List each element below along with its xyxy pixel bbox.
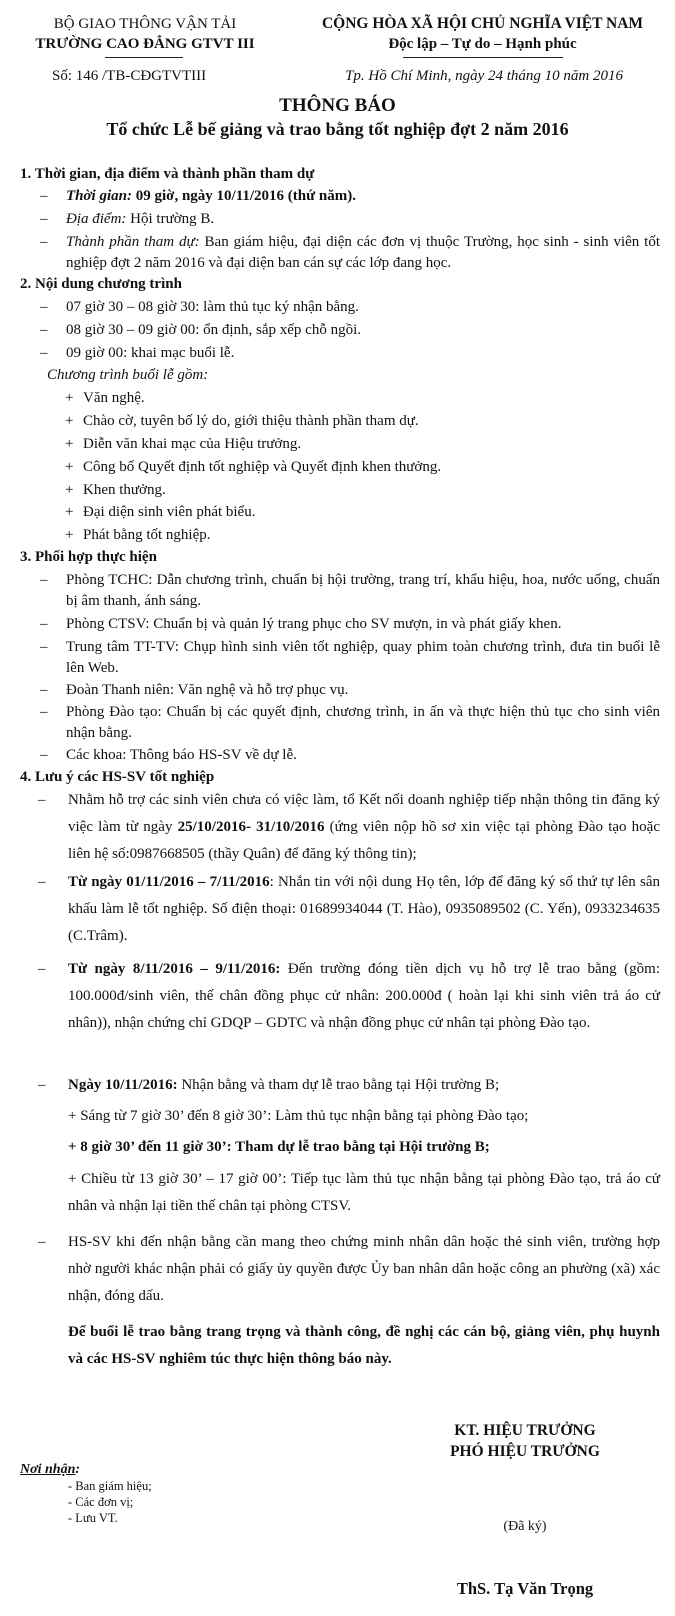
list-item: – Đoàn Thanh niên: Văn nghệ và hỗ trợ phục vụ. (40, 682, 349, 698)
section1-heading: 1. Thời gian, địa điểm và thành phần tham dự (20, 166, 315, 182)
signer-title-1: KT. HIỆU TRƯỞNG (454, 1422, 596, 1439)
schedule-ceremony: + 8 giờ 30’ đến 11 giờ 30’: Tham dự lễ trao bằng tại Hội trường B; (68, 1139, 490, 1155)
right-underline (403, 57, 563, 58)
recipient-item: - Ban giám hiệu; (68, 1479, 152, 1493)
left-underline (105, 57, 183, 58)
schedule-afternoon: + Chiều từ 13 giờ 30’ – 17 giờ 00’: Tiếp tục làm thủ tục nhận bằng tại phòng Đào tạo, trả áo cử nhân và nhận lại tiền thế chân tại phòng CTSV. (68, 1171, 660, 1214)
recipient-item: - Các đơn vị; (68, 1495, 134, 1509)
section1-time: – Thời gian: 09 giờ, ngày 10/11/2016 (thứ năm). (40, 188, 356, 204)
signer-title-2: PHÓ HIỆU TRƯỞNG (450, 1443, 600, 1460)
section1-attendees: – Thành phần tham dự: Ban giám hiệu, đại diện các đơn vị thuộc Trường, học sinh - sinh viên tốt nghiệp đợt 2 năm 2016 và đại diện ban cán sự các lớp đang học. (40, 234, 660, 271)
section3-heading: 3. Phối hợp thực hiện (20, 549, 157, 565)
program-item: + Văn nghệ. (65, 390, 145, 406)
note-ceremony-day: – Ngày 10/11/2016: Nhận bằng và tham dự lễ trao bằng tại Hội trường B; (38, 1077, 500, 1093)
note-job-support: – Nhằm hỗ trợ các sinh viên chưa có việc làm, tổ Kết nối doanh nghiệp tiếp nhận thông tin đăng ký việc làm từ ngày 25/10/2016- 31/10/2016 (ứng viên nộp hồ sơ xin việc tại phòng Đào tạo hoặc liên hệ số:0987668505 (thầy Quân) để đăng ký thông tin); (38, 792, 661, 862)
program-label: Chương trình buổi lễ gồm: (47, 367, 209, 383)
list-item: – 08 giờ 30 – 09 giờ 00: ổn định, sắp xếp chỗ ngồi. (40, 322, 362, 338)
program-item: + Chào cờ, tuyên bố lý do, giới thiệu thành phần tham dự. (65, 413, 419, 429)
ministry-name: BỘ GIAO THÔNG VẬN TẢI (53, 16, 237, 32)
recipients-list (68, 1478, 152, 1526)
signed-mark: (Đã ký) (503, 1519, 547, 1534)
recipient-item: - Lưu VT. (68, 1511, 118, 1525)
list-item: – 09 giờ 00: khai mạc buổi lễ. (40, 345, 235, 361)
school-name: TRƯỜNG CAO ĐẲNG GTVT III (35, 36, 255, 52)
note-registration: – Từ ngày 01/11/2016 – 7/11/2016: Nhắn tin với nội dung Họ tên, lớp để đăng ký số thứ tự lên sân khấu làm lễ tốt nghiệp. Số điện thoại: 01689934044 (T. Hào), 0935089502 (C. Yến), 0933234635 (C.Trâm). (38, 874, 660, 944)
agency-header (0, 14, 290, 54)
section2-heading: 2. Nội dung chương trình (20, 276, 182, 292)
signer-name: ThS. Tạ Văn Trọng (456, 1579, 594, 1598)
country-name: CỘNG HÒA XÃ HỘI CHỦ NGHĨA VIỆT NAM (321, 15, 644, 32)
list-item: – Các khoa: Thông báo HS-SV về dự lễ. (40, 747, 297, 763)
closing-request: Để buổi lễ trao bằng trang trọng và thành công, đề nghị các cán bộ, giảng viên, phụ huynh và các HS-SV nghiêm túc thực hiện thông báo này. (68, 1324, 660, 1367)
program-item: + Đại diện sinh viên phát biểu. (65, 504, 256, 520)
program-item: + Công bố Quyết định tốt nghiệp và Quyết định khen thưởng. (65, 459, 442, 475)
section4-heading: 4. Lưu ý các HS-SV tốt nghiệp (20, 769, 215, 785)
page-subtitle: Tổ chức Lễ bế giảng và trao bằng tốt nghiệp đợt 2 năm 2016 (106, 119, 569, 139)
list-item: – Trung tâm TT-TV: Chụp hình sinh viên tốt nghiệp, quay phim toàn chương trình, đưa tin buổi lễ lên Web. (40, 639, 660, 676)
program-item: + Khen thưởng. (65, 482, 166, 498)
program-item: + Diễn văn khai mạc của Hiệu trưởng. (65, 436, 302, 452)
schedule-morning: + Sáng từ 7 giờ 30’ đến 8 giờ 30’: Làm thủ tục nhận bằng tại phòng Đào tạo; (68, 1108, 529, 1124)
note-id-required: – HS-SV khi đến nhận bằng cần mang theo chứng minh nhân dân hoặc thẻ sinh viên, trường hợp nhờ người khác nhận phải có giấy ủy quyền được Ủy ban nhân dân hoặc công an phường (xã) xác nhận, đóng dấu. (38, 1234, 660, 1304)
recipients-label: Nơi nhận: (20, 1462, 81, 1477)
national-header (290, 14, 675, 54)
section1-place: – Địa điểm: Hội trường B. (40, 211, 215, 227)
signature-block (400, 1420, 650, 1462)
list-item: – Phòng TCHC: Dẫn chương trình, chuẩn bị hội trường, trang trí, khẩu hiệu, hoa, nước uống, chuẩn bị âm thanh, ánh sáng. (40, 572, 660, 609)
program-item: + Phát bằng tốt nghiệp. (65, 527, 211, 543)
page-title: THÔNG BÁO (279, 95, 396, 116)
note-fees: – Từ ngày 8/11/2016 – 9/11/2016: Đến trường đóng tiền dịch vụ hỗ trợ lễ trao bằng (gồm: 100.000đ/sinh viên, thế chân đồng phục cử nhân: 200.000đ ( hoàn lại khi sinh viên trả áo cử nhân)), nhận chứng chỉ GDQP – GDTC và nhận đồng phục cử nhân tại phòng Đào tạo. (38, 961, 660, 1031)
list-item: – Phòng CTSV: Chuẩn bị và quản lý trang phục cho SV mượn, in và phát giấy khen. (40, 616, 562, 632)
place-date: Tp. Hồ Chí Minh, ngày 24 tháng 10 năm 2016 (345, 68, 623, 84)
motto: Độc lập – Tự do – Hạnh phúc (388, 36, 577, 52)
list-item: – Phòng Đào tạo: Chuẩn bị các quyết định, chương trình, in ấn và thực hiện thủ tục cho sinh viên nhận bằng. (40, 704, 660, 741)
list-item: – 07 giờ 30 – 08 giờ 30: làm thủ tục ký nhận bằng. (40, 299, 359, 315)
document-number: Số: 146 /TB-CĐGTVTIII (52, 68, 207, 84)
